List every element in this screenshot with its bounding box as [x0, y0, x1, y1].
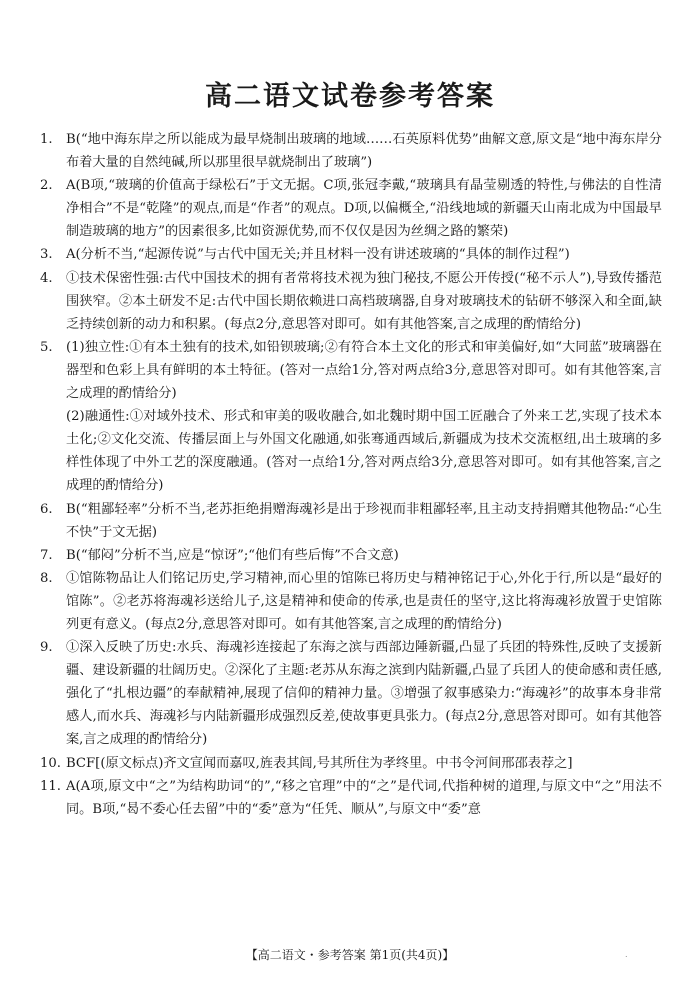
answer-text: (2)融通性:①对域外技术、形式和审美的吸收融合,如北魏时期中国工匠融合了外来工艺,实现了技术本土化;②文化交流、传播层面上与外国文化融通,如张骞通西域后,新疆成为技术交流枢纽,出土玻璃的多样性体现了中外工艺的深度融通。(答对一点给1分,答对两点给3分,意思答对即可。如有其他答案,言之成理的酌情给分): [66, 409, 662, 494]
answer-text: (1)独立性:①有本土独有的技术,如铅钡玻璃;②有符合本土文化的形式和审美偏好,如“大同蓝”玻璃器在器型和色彩上具有鲜明的本土特征。(答对一点给1分,答对两点给3分,意思答对即可。如有其他答案,言之成理的酌情给分): [66, 339, 662, 402]
answer-number: 2.: [40, 178, 53, 194]
answer-item: [40, 174, 662, 243]
answer-number: 1.: [40, 132, 53, 147]
answer-item: [40, 243, 662, 266]
answer-number: 8.: [40, 570, 53, 586]
answer-subitem: [40, 405, 662, 497]
answer-text: ①技术保密性强:古代中国技术的拥有者常将技术视为独门秘技,不愿公开传授(“秘不示人”),导致传播范围狭窄。②本土研发不足:古代中国长期依赖进口高档玻璃器,自身对玻璃技术的钻研不够深入和全面,缺乏持续创新的动力和积累。(每点2分,意思答对即可。如有其他答案,言之成理的酌情给分): [66, 270, 662, 332]
answer-item: [40, 498, 662, 544]
answer-number: [40, 405, 66, 497]
answer-item: [40, 336, 662, 405]
answer-item: [40, 128, 662, 174]
answer-text: B(“郁闷”分析不当,应是“惊讶”;“他们有些后悔”不合文意): [66, 547, 399, 563]
answer-text: B(“粗鄙轻率”分析不当,老苏拒绝捐赠海魂衫是出于珍视而非粗鄙轻率,且主动支持捐赠其他物品:“心生不快”于文无据): [66, 501, 662, 540]
answer-text: ①深入反映了历史:水兵、海魂衫连接起了东海之滨与西部边陲新疆,凸显了兵团的特殊性,反映了支援新疆、建设新疆的壮阔历史。②深化了主题:老苏从东海之滨到内陆新疆,凸显了兵团人的使命感和责任感,强化了“扎根边疆”的奉献精神,展现了信仰的精神力量。③增强了叙事感染力:“海魂衫”的故事本身非常感人,而水兵、海魂衫与内陆新疆形成强烈反差,使故事更具张力。(每点2分,意思答对即可。如有其他答案,言之成理的酌情给分): [66, 640, 662, 748]
answer-number: 9.: [40, 640, 53, 656]
answer-text: BCF[(原文标点)齐文宣闻而嘉叹,旌表其闾,号其所住为孝终里。中书令河间邢邵表荐之]: [66, 755, 573, 771]
answer-item: [40, 544, 662, 567]
answer-item: [40, 775, 662, 821]
answer-number: 4.: [40, 270, 53, 286]
corner-mark: .: [625, 950, 628, 959]
answer-number: 11.: [40, 778, 61, 794]
answer-number: 7.: [40, 547, 53, 563]
answer-list: [40, 128, 662, 821]
answer-text: A(B项,“玻璃的价值高于绿松石”于文无据。C项,张冠李戴,“玻璃具有晶莹剔透的特性,与佛法的自性清净相合”不是“乾隆”的观点,而是“作者”的观点。D项,以偏概全,“沿线地域的新疆天山南北成为中国最早制造玻璃的地方”的因素很多,比如资源优势,而不仅仅是因为丝绸之路的繁荣): [66, 178, 662, 240]
answer-number: 10.: [40, 755, 61, 771]
answer-number: 6.: [40, 501, 53, 517]
answer-item: [40, 636, 662, 751]
answer-text: A(A项,原文中“之”为结构助词“的”,“移之官理”中的“之”是代词,代指种树的道理,与原文中“之”用法不同。B项,“曷不委心任去留”中的“委”意为“任凭、顺从”,与原文中“委”意: [66, 778, 663, 817]
answer-item: [40, 567, 662, 636]
answer-text: ①馆陈物品让人们铭记历史,学习精神,而心里的馆陈已将历史与精神铭记于心,外化于行,所以是“最好的馆陈”。②老苏将海魂衫送给儿子,这是精神和使命的传承,也是责任的坚守,这比将海魂衫放置于史馆陈列更有意义。(每点2分,意思答对即可。如有其他答案,言之成理的酌情给分): [66, 570, 662, 632]
answer-number: 5.: [40, 339, 53, 355]
answer-item: [40, 267, 662, 336]
answer-text: B(“地中海东岸之所以能成为最早烧制出玻璃的地域……石英原料优势”曲解文意,原文是“地中海东岸分布着大量的自然纯碱,所以那里很早就烧制出了玻璃”): [66, 132, 662, 171]
answer-text: A(分析不当,“起源传说”与古代中国无关;并且材料一没有讲述玻璃的“具体的制作过程”): [66, 247, 570, 263]
answer-item: [40, 752, 662, 775]
page-title: 高二语文试卷参考答案: [205, 81, 495, 112]
page-footer: 【高二语文・参考答案 第1页(共4页)】: [245, 948, 455, 962]
answer-number: 3.: [40, 247, 53, 263]
